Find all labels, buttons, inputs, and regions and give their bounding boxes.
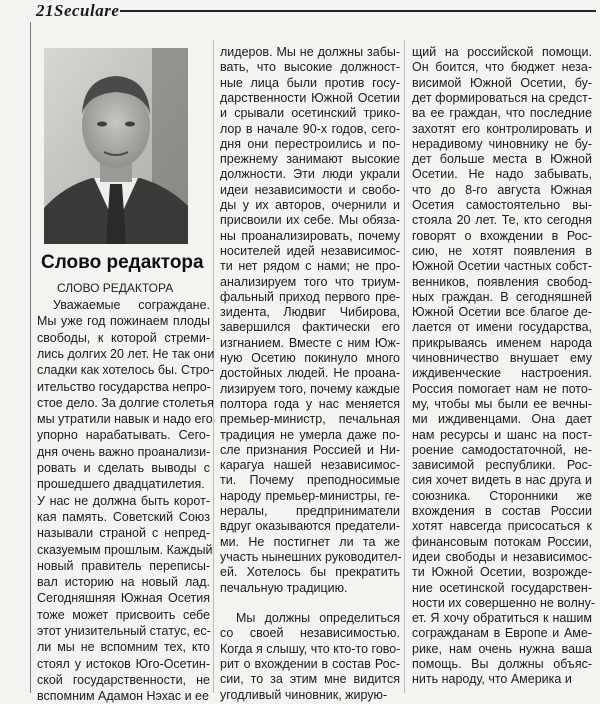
article-text-line: вспомним Адамон Нэхас и ее [37, 689, 209, 704]
article-text-line: лидеров. Мы не должны забы- [220, 45, 400, 59]
article-text-line: Сегодняшняя Южная Осетия [37, 591, 210, 606]
article-text-line: ительство государства непро- [37, 379, 211, 394]
article-text-line: иждивенческие настроения. [412, 366, 592, 381]
article-text-line: хотят навсегда присосаться к [412, 519, 592, 534]
article-text-line: носителей идей независимос- [220, 243, 400, 258]
article-text-line: У нас не должна быть корот- [37, 493, 210, 508]
article-text-line: лор в начале 90-х годов, сего- [220, 121, 400, 136]
article-text-line: захотят его контролировать и [412, 121, 592, 136]
article-text-line: новый правитель переписы- [37, 558, 210, 573]
article-text-line: союзника. Сторонники же [412, 488, 592, 503]
article-text-line: анализируем того что триум- [220, 274, 400, 289]
article-text-line: печальную традицию. [220, 580, 348, 595]
article-text-line: премьер-министр, печальная [220, 412, 400, 427]
article-text-line: сладки как хотелось бы. Стро- [37, 363, 214, 378]
article-text-line: Уважаемые сограждане. [53, 298, 210, 312]
article-text-line: вдруг оказываются предатели- [220, 519, 400, 534]
article-text-line: карагуа нашей независимос- [220, 458, 400, 473]
article-subhead: СЛОВО РЕДАКТОРА [57, 281, 174, 295]
masthead: 21Seculare [36, 1, 120, 20]
article-text-line: прошедшего двадцатилетия. [37, 477, 205, 492]
article-text-line: му, чтобы мы были ее вечны- [412, 396, 592, 411]
article-text-line: ти нет рядом с нами; не про- [220, 259, 400, 274]
article-text-line: Мы должны определиться [236, 611, 400, 626]
article-text-line: рит о вхождении в состав Рос- [220, 657, 400, 671]
article-text-line: Осетии. Не надо забывать, [412, 167, 592, 182]
article-text-line: ей. Хотелось бы прекратить [220, 565, 400, 580]
article-text-line: лизируем того, почему каждые [220, 381, 400, 396]
article-text-line: ды у их авторов, очернили и [220, 198, 400, 212]
article-text-line: завершился фактически его [220, 320, 400, 335]
article-text-line: традиция не умерла даже по- [220, 427, 400, 442]
article-text-line: ет. Я хочу обратиться к нашим [412, 611, 592, 626]
article-text-line: Россия помогает нам не пото- [412, 381, 592, 396]
article-text-line: ли мы не вспомним тех, кто [37, 640, 210, 655]
article-text-line: нам ресурсы и шанс на пост- [412, 427, 592, 442]
article-text-line: фальный приход первого пре- [220, 289, 400, 304]
article-text-line: идеи независимости и свобо- [220, 182, 400, 197]
article-text-line: Южной Осетии частных собст- [412, 259, 592, 274]
article-text-line: согражданам в Европе и Аме- [412, 626, 592, 641]
article-text-line: ные лица были против госу- [220, 75, 400, 90]
article-text-line: ми. Не постигнет ли та же [220, 534, 400, 549]
article-text-line: народу премьер-министры, ге- [220, 488, 400, 503]
article-text-line: достойных людей. Не проана- [220, 366, 400, 381]
article-text-line: должности. Эти люди украли [220, 167, 400, 182]
article-text-line: вхождения в состав России [412, 504, 592, 518]
article-text-line: нерадивому чиновнику не бу- [412, 136, 592, 151]
article-text-line: прежнему занимают высокие [220, 152, 400, 167]
article-text-line: зидента, Людвиг Чибирова, [220, 305, 400, 320]
article-text-line: дет больше места в Южной [412, 152, 592, 167]
article-text-line: со своей независимостью. [220, 626, 400, 641]
article-text-line: участь нынешних руководител- [220, 549, 402, 564]
article-text-line: присвоили их себе. Мы обяза- [220, 213, 400, 228]
article-text-line: вать, что высокие должност- [220, 60, 400, 75]
article-text-line: сказуемым прошлым. Каждый [37, 542, 213, 557]
article-text-line: ны проанализировать, почему [220, 228, 400, 243]
article-text-line: ровать и сделать выводы с [37, 461, 210, 475]
article-text-line: прикрываясь именем народа [412, 335, 592, 350]
article-text-line: вал историю на новый лад. [37, 575, 210, 590]
article-text-line: сия хочет видеть в нас друга и [412, 473, 592, 488]
article-text-line: дня очень важно проанализи- [37, 444, 211, 459]
article-text-line: свободы, к которой стреми- [37, 330, 210, 345]
article-text-line: помощь. Вы должны объяс- [412, 657, 592, 671]
article-text-line: сию, не хотят появления в [412, 243, 592, 258]
article-text-line: сии, то за этим мне видится [220, 672, 400, 687]
article-text-line: ми иждивенцами. Она дает [412, 412, 592, 427]
article-text-line: называли страной с непред- [37, 526, 210, 541]
article-text-line: висимой Южной Осетии, бу- [412, 75, 592, 90]
article-text-line: ва ее граждан, что последние [412, 106, 592, 121]
article-text-line: Мы уже год пожинаем плоды [37, 314, 210, 329]
article-text-line: полтора года у нас меняется [220, 396, 400, 411]
article-text-line: стое дело. За долгие столетья [37, 395, 214, 410]
article-text-line: стояла 20 лет. Те, кто сегодня [412, 213, 592, 228]
article-text-line: нералы, предприниматели [220, 504, 400, 518]
article-text-line: мы утратили навык и надо его [37, 412, 213, 427]
editor-photo [44, 48, 188, 244]
article-text-line: упорно нарабатывать. Сего- [37, 428, 210, 443]
article-text-line: роение самодостаточной, не- [412, 442, 592, 457]
article-text-line: лись долгих 20 лет. Не так они [37, 346, 215, 361]
article-text-line: что до 8-го августа Южная [412, 182, 592, 197]
article-text-line: этот унизительный статус, ес- [37, 624, 211, 638]
article-text-line: лается от имени государства, [412, 320, 592, 335]
article-text-line: дарственности Южной Осетии [220, 90, 400, 105]
header-rule [120, 10, 596, 12]
article-text-line: зависимой республики. Рос- [412, 458, 592, 473]
article-text-line: чиновничество внушает ему [412, 351, 592, 365]
page-header [0, 0, 600, 22]
article-text-line: ти. Почему преподносимые [220, 473, 400, 488]
article-text-line: изгнанием. Вместе с ним Юж- [220, 335, 400, 350]
article-text-line: сле признания Россией и Ни- [220, 442, 400, 457]
article-text-line: Осетия самостоятельно вы- [412, 198, 592, 212]
column-divider-2 [404, 40, 405, 693]
article-text-line: кая память. Советский Союз [37, 509, 210, 524]
article-text-line: идеи свободы и независимос- [412, 549, 592, 564]
article-text-line: угодливый чиновник, жирую- [220, 687, 388, 702]
article-text-line: щий на российской помощи. [412, 45, 592, 59]
article-text-line: дет формироваться на средст- [412, 90, 592, 105]
article-text-line: Он боится, что бюджет неза- [412, 60, 592, 75]
article-text-line: венников, появления свобод- [412, 274, 592, 289]
article-text-line: ных граждан. В сегодняшней [412, 289, 592, 304]
article-text-line: ную Осетию покинуло много [220, 351, 400, 365]
article-text-line: ской государственности, не [37, 672, 210, 687]
article-text-line: стоял у истоков Юго-Осетин- [37, 656, 210, 671]
article-text-line: говорят о вхождении в Рос- [412, 228, 592, 243]
article-text-line: финансовым потокам России, [412, 534, 592, 549]
article-text-line: дня они перестроились и по- [220, 136, 400, 151]
article-text-line: и срывали осетинский трико- [220, 106, 400, 121]
page-frame-left [30, 22, 31, 693]
article-text-line: ти Южной Осетии, возрожде- [412, 565, 592, 580]
article-text-line: рике, нам очень нужна ваша [412, 641, 592, 656]
article-title: Слово редактора [41, 252, 204, 273]
article-text-line: Южной Осетии все благое де- [412, 305, 592, 320]
article-text-line: Когда я слышу, что кто-то гово- [220, 641, 401, 656]
article-text-line: нить народу, что Америка и [412, 672, 572, 687]
article-text-line: ние осетинской государствен- [412, 580, 592, 595]
article-text-line: ности их совершенно не волну- [412, 595, 596, 610]
article-text-line: тоже может присвоить себе [37, 607, 210, 622]
